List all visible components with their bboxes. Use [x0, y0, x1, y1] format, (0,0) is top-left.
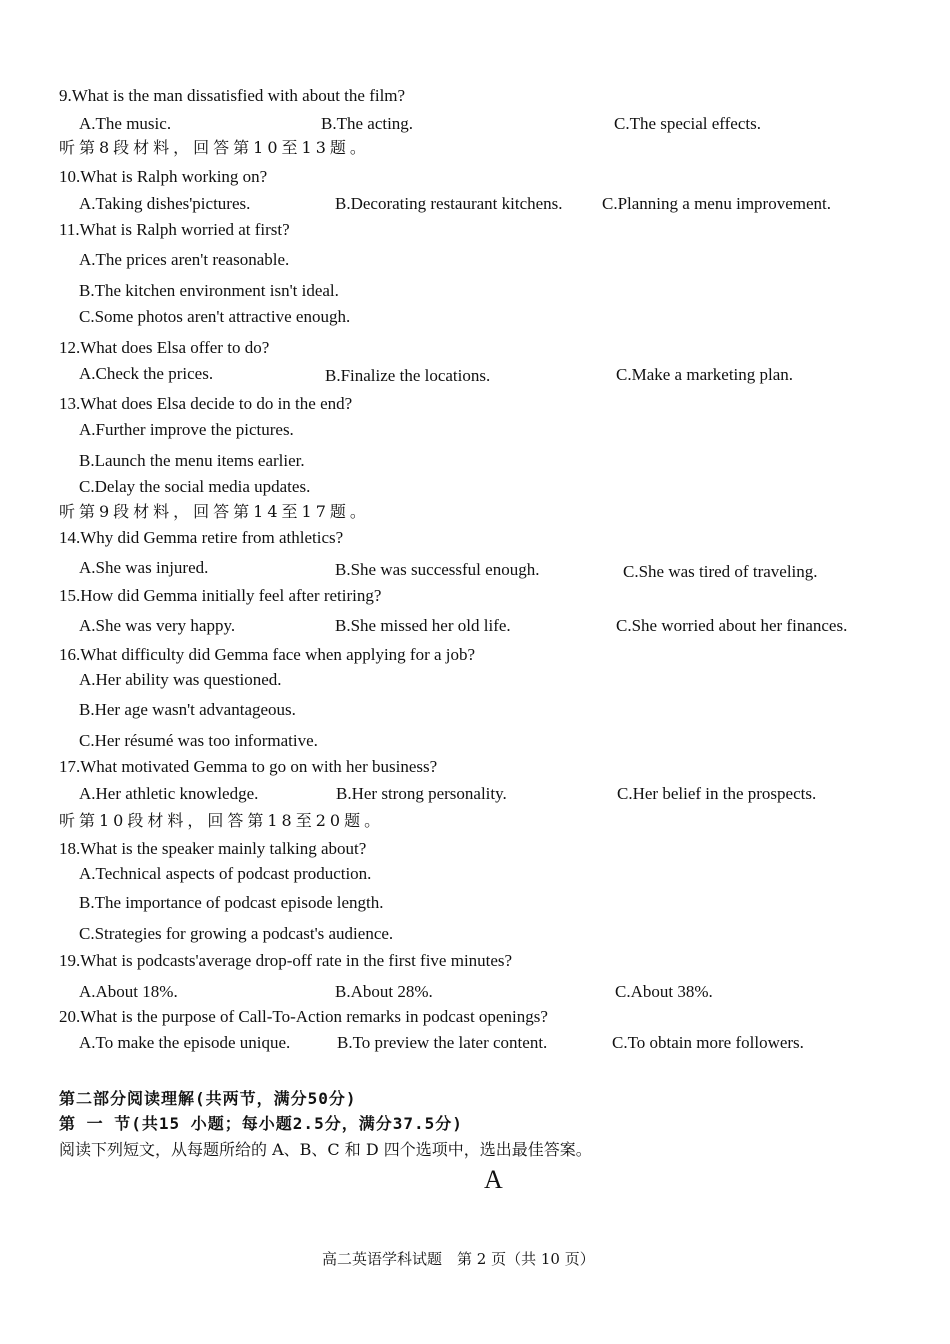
q11-option-a: A.The prices aren't reasonable. [79, 250, 290, 269]
question-20: 20.What is the purpose of Call-To-Action remarks in podcast openings? [59, 1007, 548, 1026]
section-header-10: 听第10段材料，回答第18至20题。 [59, 811, 385, 830]
q10-option-a: A.Taking dishes'pictures. [79, 194, 251, 213]
part2-instruction: 阅读下列短文，从每题所给的 A、B、C 和 D 四个选项中，选出最佳答案。 [59, 1140, 592, 1159]
q20-option-b: B.To preview the later content. [337, 1033, 548, 1052]
part2-title: 第二部分阅读理解(共两节，满分50分) [59, 1089, 357, 1108]
q15-option-a: A.She was very happy. [79, 616, 236, 635]
q16-option-a: A.Her ability was questioned. [79, 670, 282, 689]
page-footer: 高二英语学科试题 第 2 页（共 10 页） [322, 1250, 595, 1268]
q13-option-a: A.Further improve the pictures. [79, 420, 294, 439]
q19-option-a: A.About 18%. [79, 982, 178, 1001]
question-18: 18.What is the speaker mainly talking about? [59, 839, 367, 858]
q20-option-c: C.To obtain more followers. [612, 1033, 804, 1052]
question-13: 13.What does Elsa decide to do in the end? [59, 394, 353, 413]
question-17: 17.What motivated Gemma to go on with her business? [59, 757, 438, 776]
q11-option-b: B.The kitchen environment isn't ideal. [79, 281, 339, 300]
q17-option-b: B.Her strong personality. [336, 784, 507, 803]
q10-option-b: B.Decorating restaurant kitchens. [335, 194, 563, 213]
q13-option-c: C.Delay the social media updates. [79, 477, 311, 496]
q14-option-b: B.She was successful enough. [335, 560, 540, 579]
q10-option-c: C.Planning a menu improvement. [602, 194, 831, 213]
question-9: 9.What is the man dissatisfied with about the film? [59, 86, 406, 105]
question-16: 16.What difficulty did Gemma face when applying for a job? [59, 645, 476, 664]
q14-option-c: C.She was tired of traveling. [623, 562, 818, 581]
q11-option-c: C.Some photos aren't attractive enough. [79, 307, 351, 326]
q18-option-b: B.The importance of podcast episode length. [79, 893, 384, 912]
question-15: 15.How did Gemma initially feel after retiring? [59, 586, 382, 605]
q9-option-c: C.The special effects. [614, 114, 761, 133]
q12-option-a: A.Check the prices. [79, 364, 214, 383]
q15-option-c: C.She worried about her finances. [616, 616, 848, 635]
question-10: 10.What is Ralph working on? [59, 167, 268, 186]
q18-option-a: A.Technical aspects of podcast production. [79, 864, 372, 883]
q14-option-a: A.She was injured. [79, 558, 209, 577]
q16-option-b: B.Her age wasn't advantageous. [79, 700, 296, 719]
q9-option-a: A.The music. [79, 114, 172, 133]
q18-option-c: C.Strategies for growing a podcast's audience. [79, 924, 394, 943]
question-14: 14.Why did Gemma retire from athletics? [59, 528, 344, 547]
q13-option-b: B.Launch the menu items earlier. [79, 451, 305, 470]
q12-option-b: B.Finalize the locations. [325, 366, 491, 385]
q17-option-a: A.Her athletic knowledge. [79, 784, 259, 803]
question-19: 19.What is podcasts'average drop-off rate in the first five minutes? [59, 951, 513, 970]
passage-label: A [484, 1165, 503, 1194]
q16-option-c: C.Her résumé was too informative. [79, 731, 318, 750]
q19-option-c: C.About 38%. [615, 982, 713, 1001]
q12-option-c: C.Make a marketing plan. [616, 365, 794, 384]
q19-option-b: B.About 28%. [335, 982, 433, 1001]
section-header-9: 听第9段材料，回答第14至17题。 [59, 502, 370, 521]
q15-option-b: B.She missed her old life. [335, 616, 511, 635]
q9-option-b: B.The acting. [321, 114, 414, 133]
question-11: 11.What is Ralph worried at first? [59, 220, 290, 239]
question-12: 12.What does Elsa offer to do? [59, 338, 270, 357]
part2-section1-header: 第 一 节(共15 小题；每小题2.5分，满分37.5分) [59, 1114, 463, 1133]
section-header-8: 听第8段材料，回答第10至13题。 [59, 138, 370, 157]
q20-option-a: A.To make the episode unique. [79, 1033, 291, 1052]
q17-option-c: C.Her belief in the prospects. [617, 784, 817, 803]
